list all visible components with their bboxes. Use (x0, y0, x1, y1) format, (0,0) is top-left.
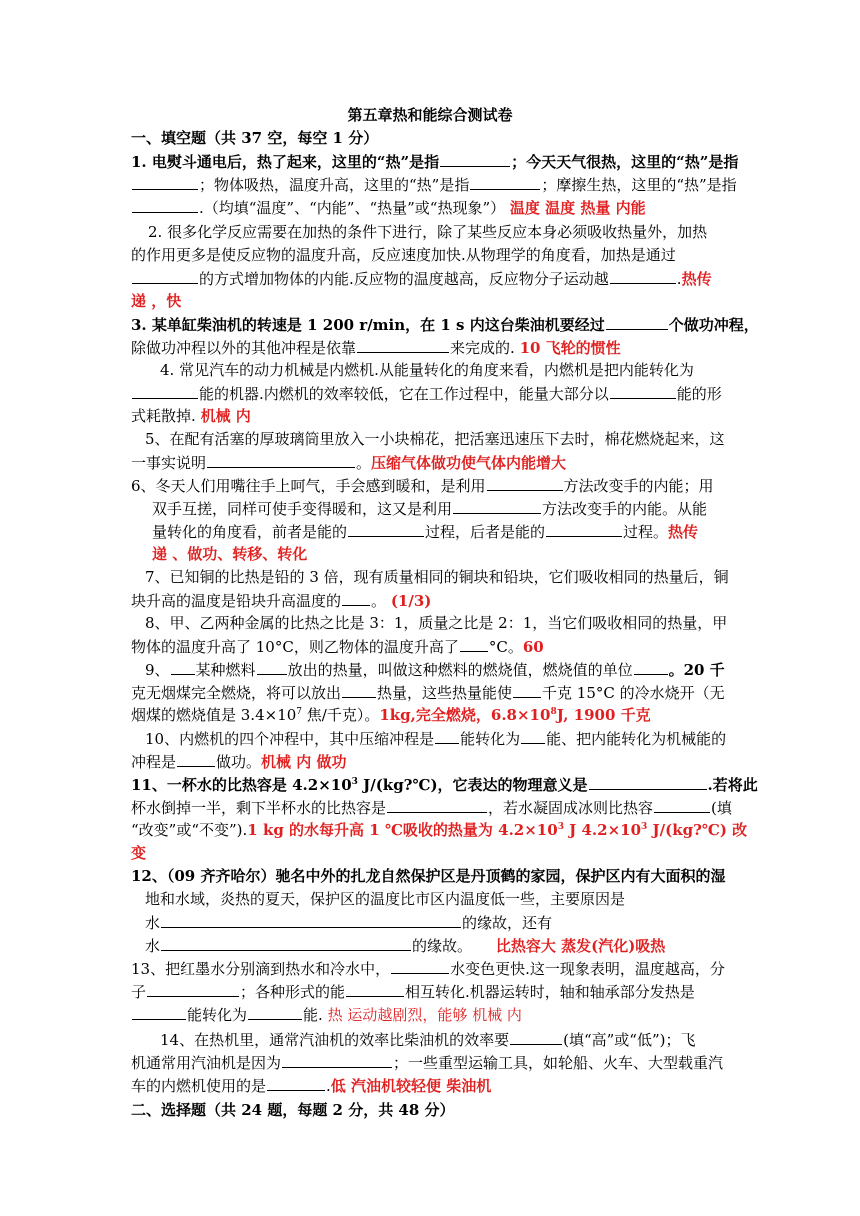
blank[interactable] (161, 935, 411, 951)
question-3-line-2: 除做功冲程以外的其他冲程是依靠 来完成的. 10 飞轮的惯性 (131, 339, 621, 357)
blank[interactable] (177, 751, 215, 767)
blank[interactable] (634, 659, 668, 675)
question-4-line-1: 4. 常见汽车的动力机械是内燃机.从能量转化的角度来看，内燃机是把内能转化为 (160, 361, 694, 379)
blank[interactable] (510, 1029, 562, 1045)
question-1-line-1: 1. 电熨斗通电后，热了起来，这里的“热”是指 ；今天天气很热，这里的“热”是指 (131, 153, 739, 171)
blank[interactable] (257, 659, 287, 675)
question-7-line-1: 7、已知铜的比热是铅的 3 倍，现有质量相同的铜块和铅块，它们吸收相同的热量后，铜 (145, 568, 729, 586)
question-12-line-3: 水 的缘故，还有 (145, 914, 553, 932)
answer-6a: 热传 (668, 523, 699, 541)
answer-12: 比热容大 蒸发(汽化)吸热 (495, 937, 666, 955)
blank[interactable] (248, 1004, 302, 1020)
blank[interactable] (132, 268, 198, 284)
blank[interactable] (387, 797, 487, 813)
blank[interactable] (460, 636, 488, 652)
answer-8: 60 (522, 638, 544, 656)
question-11-line-2: 杯水倒掉一半，剩下半杯水的比热容是 ，若水凝固成冰则比热容 (填 (131, 799, 732, 817)
question-11-line-3: “改变”或“不变”).1 kg 的水每升高 1 ℃吸收的热量为 $4.2\times 10^3$ J $4.2\times 10^3$ J/(kg?℃) 改 (131, 821, 748, 839)
blank[interactable] (342, 590, 370, 606)
blank[interactable] (546, 521, 622, 537)
question-12-line-2: 地和水域，炎热的夏天，保护区的温度比市区内温度低一些，主要原因是 (145, 890, 626, 908)
section-2-heading: 二、选择题（共 24 题，每题 2 分，共 48 分） (131, 1101, 455, 1119)
blank[interactable] (348, 521, 424, 537)
blank[interactable] (132, 197, 198, 213)
answer-9: 1kg,完全燃烧，$6.8\times 10^8J$, 1900 千克 (379, 706, 651, 724)
blank[interactable] (132, 1004, 186, 1020)
blank[interactable] (132, 383, 198, 399)
blank[interactable] (487, 475, 563, 491)
blank[interactable] (610, 268, 676, 284)
blank[interactable] (267, 1075, 325, 1091)
question-13-line-1: 13、把红墨水分别滴到热水和冷水中， 水变色更快.这一现象表明，温度越高，分 (131, 960, 725, 978)
question-11-line-1: 11、一杯水的比热容是 $4.2\times 10^3$ J/(kg?℃)，它表达的物理意义是 .若将此 (131, 776, 758, 794)
question-5-line-1: 5、在配有活塞的厚玻璃筒里放入一小块棉花，把活塞迅速压下去时，棉花燃烧起来，这 (145, 430, 725, 448)
answer-2b: 递 ，快 (131, 292, 182, 310)
blank[interactable] (207, 452, 355, 468)
page-title: 第五章热和能综合测试卷 (347, 106, 513, 124)
question-2-line-2: 的作用更多是使反应物的温度升高，反应速度加快.从物理学的角度看，加热是通过 (131, 246, 676, 264)
question-12-line-1: 12、（09 齐齐哈尔）驰名中外的扎龙自然保护区是丹顶鹤的家园，保护区内有大面积的湿 (131, 867, 726, 885)
question-4-line-3: 式耗散掉. 机械 内 (131, 407, 251, 425)
question-12-line-4: 水 的缘故。 比热容大 蒸发(汽化)吸热 (145, 937, 666, 955)
answer-10: 机械 内 做功 (261, 753, 347, 771)
blank[interactable] (435, 728, 459, 744)
answer-13: 热 运动越剧烈，能够 机械 内 (327, 1006, 522, 1024)
question-2-line-3: 的方式增加物体的内能.反应物的温度越高，反应物分子运动越 .热传 (131, 268, 731, 289)
question-9-line-3: 烟煤的燃烧值是 $3.4\times 10^7$ 焦/千克）。1kg,完全燃烧，$6.8\times 10^8J$, 1900 千克 (131, 706, 651, 724)
question-8-line-1: 8、甲、乙两种金属的比热之比是 3：1，质量之比是 2：1，当它们吸收相同的热量，甲 (145, 614, 728, 632)
question-3-line-1: 3. 某单缸柴油机的转速是 1 200 r/min，在 1 s 内这台柴油机要经过 个做功冲程， (131, 316, 759, 334)
blank[interactable] (589, 774, 707, 790)
answer-7: (1/3) (390, 592, 432, 610)
blank[interactable] (342, 682, 376, 698)
question-14-line-2: 机通常用汽油机是因为 ；一些重型运输工具，如轮船、火车、大型载重汽 (131, 1054, 724, 1072)
blank[interactable] (161, 912, 461, 928)
blank[interactable] (391, 958, 449, 974)
question-6-line-3: 量转化的角度看，前者是能的 过程，后者是能的 过程。热传 (152, 523, 699, 541)
blank[interactable] (513, 682, 541, 698)
question-8-line-2: 物体的温度升高了 10°C，则乙物体的温度升高了 °C。60 (131, 638, 544, 656)
blank[interactable] (521, 728, 545, 744)
blank[interactable] (606, 314, 668, 330)
blank[interactable] (654, 797, 710, 813)
question-14-line-3: 车的内燃机使用的是 .低 汽油机较轻便 柴油机 (131, 1077, 492, 1095)
question-5-line-2: 一事实说明 。压缩气体做功使气体内能增大 (131, 454, 567, 472)
question-6-line-2: 双手互搓，同样可使手变得暖和，这又是利用 方法改变手的内能。从能 (152, 500, 708, 518)
question-13-line-2: 子 ；各种形式的能 相互转化.机器运转时，轴和轴承部分发热是 (131, 983, 695, 1001)
question-14-line-1: 14、在热机里，通常汽油机的效率比柴油机的效率要 (填“高”或“低”)；飞 (160, 1031, 696, 1049)
question-13-line-3: 能转化为 能. 热 运动越剧烈，能够 机械 内 (131, 1004, 731, 1025)
answer-1: 温度 温度 热量 内能 (509, 199, 646, 217)
question-2-line-1: 2. 很多化学反应需要在加热的条件下进行，除了某些反应本身必须吸收热量外，加热 (148, 223, 708, 241)
blank[interactable] (453, 498, 541, 514)
answer-11a: 1 kg 的水每升高 1 ℃吸收的热量为 $4.2\times 10^3$ J $4.2\times 10^3$ J/(kg?℃) 改 (247, 821, 748, 839)
answer-5: 压缩气体做功使气体内能增大 (371, 454, 567, 472)
blank[interactable] (282, 1052, 392, 1068)
question-9-line-2: 克无烟煤完全燃烧，将可以放出 热量，这些热量能使 千克 15°C 的冷水烧开（无 (131, 684, 725, 702)
question-7-line-2: 块升高的温度是铅块升高温度的 。 (1/3) (131, 592, 432, 610)
question-4-line-2: 能的机器.内燃机的效率较低，它在工作过程中，能量大部分以 能的形 (131, 383, 731, 404)
answer-4: 机械 内 (200, 407, 251, 425)
answer-11b: 变 (131, 844, 147, 862)
blank[interactable] (440, 151, 510, 167)
blank[interactable] (346, 981, 404, 997)
question-9-line-1: 9、 某种燃料 放出的热量，叫做这种燃料的燃烧值，燃烧值的单位 。20 千 (145, 661, 725, 679)
blank[interactable] (470, 174, 540, 190)
question-1-line-3: .（均填“温度”、“内能”、“热量”或“热现象”） 温度 温度 热量 内能 (131, 197, 731, 218)
blank[interactable] (357, 337, 449, 353)
blank[interactable] (171, 659, 195, 675)
answer-2a: 热传 (681, 270, 712, 288)
blank[interactable] (610, 383, 676, 399)
section-1-heading: 一、填空题（共 37 空，每空 1 分） (131, 129, 379, 147)
answer-14: 低 汽油机较轻便 柴油机 (330, 1077, 492, 1095)
question-10-line-1: 10、内燃机的四个冲程中，其中压缩冲程是 能转化为 能、把内能转化为机械能的 (145, 730, 727, 748)
question-1-line-2: ；物体吸热，温度升高，这里的“热”是指 ；摩擦生热，这里的“热”是指 (131, 174, 731, 195)
blank[interactable] (147, 981, 239, 997)
answer-3: 10 飞轮的惯性 (519, 339, 621, 357)
answer-6b: 递 、做功、转移、转化 (152, 545, 308, 563)
question-10-line-2: 冲程是 做功。机械 内 做功 (131, 753, 347, 771)
blank[interactable] (132, 174, 198, 190)
question-6-line-1: 6、冬天人们用嘴往手上呵气，手会感到暖和，是利用 方法改变手的内能；用 (131, 477, 714, 495)
